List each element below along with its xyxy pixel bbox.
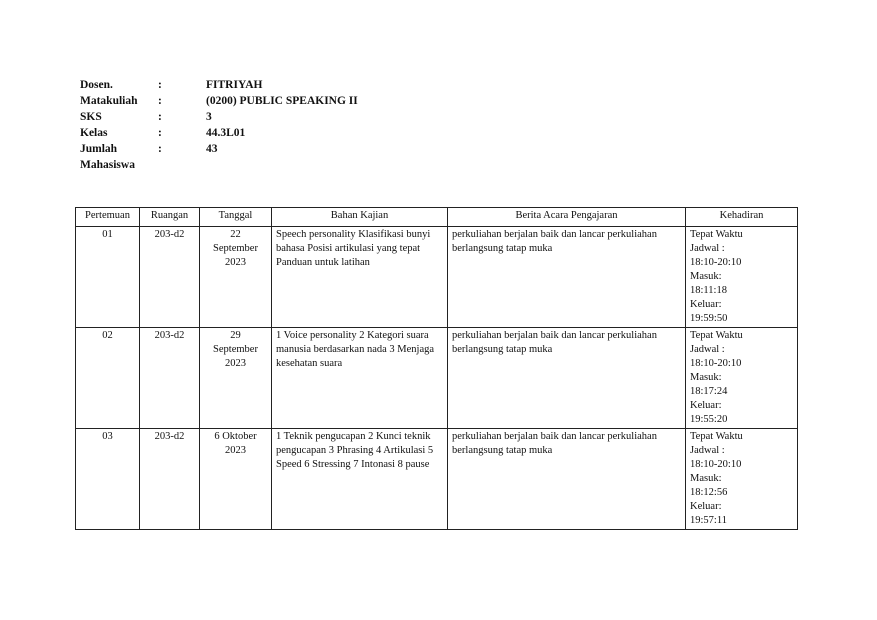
bahan-kajian-cell: Speech personality Klasifikasi bunyi bahasa Posisi artikulasi yang tepat Panduan untuk latihan <box>272 227 448 328</box>
tanggal-line: September <box>213 344 258 355</box>
kehadiran-line: Masuk: <box>690 372 722 383</box>
kehadiran-line: Tepat Waktu <box>690 330 743 341</box>
info-label: SKS <box>80 111 102 123</box>
tanggal-cell <box>200 328 272 429</box>
info-label: Jumlah <box>80 143 118 155</box>
info-row-matakuliah <box>80 93 358 109</box>
kehadiran-line: 19:55:20 <box>690 414 728 425</box>
berita-acara-cell: perkuliahan berjalan baik dan lancar perkuliahan berlangsung tatap muka <box>448 429 686 530</box>
kehadiran-cell <box>686 227 798 328</box>
table-row <box>76 429 798 530</box>
kehadiran-line: Keluar: <box>690 400 722 411</box>
info-value: FITRIYAH <box>206 79 263 91</box>
column-header: Bahan Kajian <box>272 208 448 227</box>
tanggal-line: September <box>213 243 258 254</box>
pertemuan-cell: 03 <box>76 429 140 530</box>
info-row-dosen <box>80 77 358 93</box>
berita-acara-cell: perkuliahan berjalan baik dan lancar perkuliahan berlangsung tatap muka <box>448 328 686 429</box>
info-row-kelas <box>80 125 358 141</box>
info-value: 44.3L01 <box>206 127 246 139</box>
info-label: Dosen. <box>80 79 113 91</box>
info-value: 43 <box>206 143 218 155</box>
attendance-table <box>75 207 798 530</box>
kehadiran-line: Tepat Waktu <box>690 431 743 442</box>
berita-acara-cell: perkuliahan berjalan baik dan lancar perkuliahan berlangsung tatap muka <box>448 227 686 328</box>
info-colon: : <box>158 127 162 139</box>
column-header: Kehadiran <box>686 208 798 227</box>
tanggal-line: 2023 <box>225 445 246 456</box>
tanggal-cell <box>200 429 272 530</box>
attendance-table-wrap <box>75 207 798 530</box>
table-row <box>76 227 798 328</box>
info-label: Mahasiswa <box>80 159 135 171</box>
kehadiran-line: Jadwal : <box>690 445 725 456</box>
info-row-mahasiswa <box>80 157 358 173</box>
info-row-jumlah <box>80 141 358 157</box>
tanggal-line: 2023 <box>225 358 246 369</box>
kehadiran-line: Keluar: <box>690 501 722 512</box>
pertemuan-cell: 01 <box>76 227 140 328</box>
tanggal-cell <box>200 227 272 328</box>
kehadiran-line: 18:17:24 <box>690 386 728 397</box>
table-header-row <box>76 208 798 227</box>
kehadiran-line: 18:10-20:10 <box>690 358 742 369</box>
info-label: Matakuliah <box>80 95 138 107</box>
info-value: 3 <box>206 111 212 123</box>
info-colon: : <box>158 79 162 91</box>
info-colon: : <box>158 143 162 155</box>
bahan-kajian-cell: 1 Teknik pengucapan 2 Kunci teknik pengucapan 3 Phrasing 4 Artikulasi 5 Speed 6 Stressing 7 Intonasi 8 pause <box>272 429 448 530</box>
column-header: Pertemuan <box>76 208 140 227</box>
info-colon: : <box>158 95 162 107</box>
table-row <box>76 328 798 429</box>
tanggal-line: 29 <box>230 330 241 341</box>
kehadiran-line: Jadwal : <box>690 344 725 355</box>
kehadiran-cell <box>686 328 798 429</box>
info-value: (0200) PUBLIC SPEAKING II <box>206 95 358 107</box>
ruangan-cell: 203-d2 <box>140 328 200 429</box>
kehadiran-line: 18:12:56 <box>690 487 728 498</box>
kehadiran-line: 18:11:18 <box>690 285 727 296</box>
column-header: Ruangan <box>140 208 200 227</box>
kehadiran-cell <box>686 429 798 530</box>
tanggal-line: 22 <box>230 229 241 240</box>
info-label: Kelas <box>80 127 108 139</box>
bahan-kajian-cell: 1 Voice personality 2 Kategori suara manusia berdasarkan nada 3 Menjaga kesehatan suara <box>272 328 448 429</box>
tanggal-line: 2023 <box>225 257 246 268</box>
kehadiran-line: Tepat Waktu <box>690 229 743 240</box>
info-colon: : <box>158 111 162 123</box>
column-header: Tanggal <box>200 208 272 227</box>
kehadiran-line: Masuk: <box>690 473 722 484</box>
kehadiran-line: 18:10-20:10 <box>690 257 742 268</box>
kehadiran-line: Masuk: <box>690 271 722 282</box>
course-info-header <box>80 77 358 173</box>
pertemuan-cell: 02 <box>76 328 140 429</box>
kehadiran-line: Keluar: <box>690 299 722 310</box>
ruangan-cell: 203-d2 <box>140 227 200 328</box>
tanggal-line: 6 Oktober <box>214 431 257 442</box>
column-header: Berita Acara Pengajaran <box>448 208 686 227</box>
kehadiran-line: Jadwal : <box>690 243 725 254</box>
ruangan-cell: 203-d2 <box>140 429 200 530</box>
kehadiran-line: 18:10-20:10 <box>690 459 742 470</box>
kehadiran-line: 19:59:50 <box>690 313 728 324</box>
kehadiran-line: 19:57:11 <box>690 515 727 526</box>
info-row-sks <box>80 109 358 125</box>
